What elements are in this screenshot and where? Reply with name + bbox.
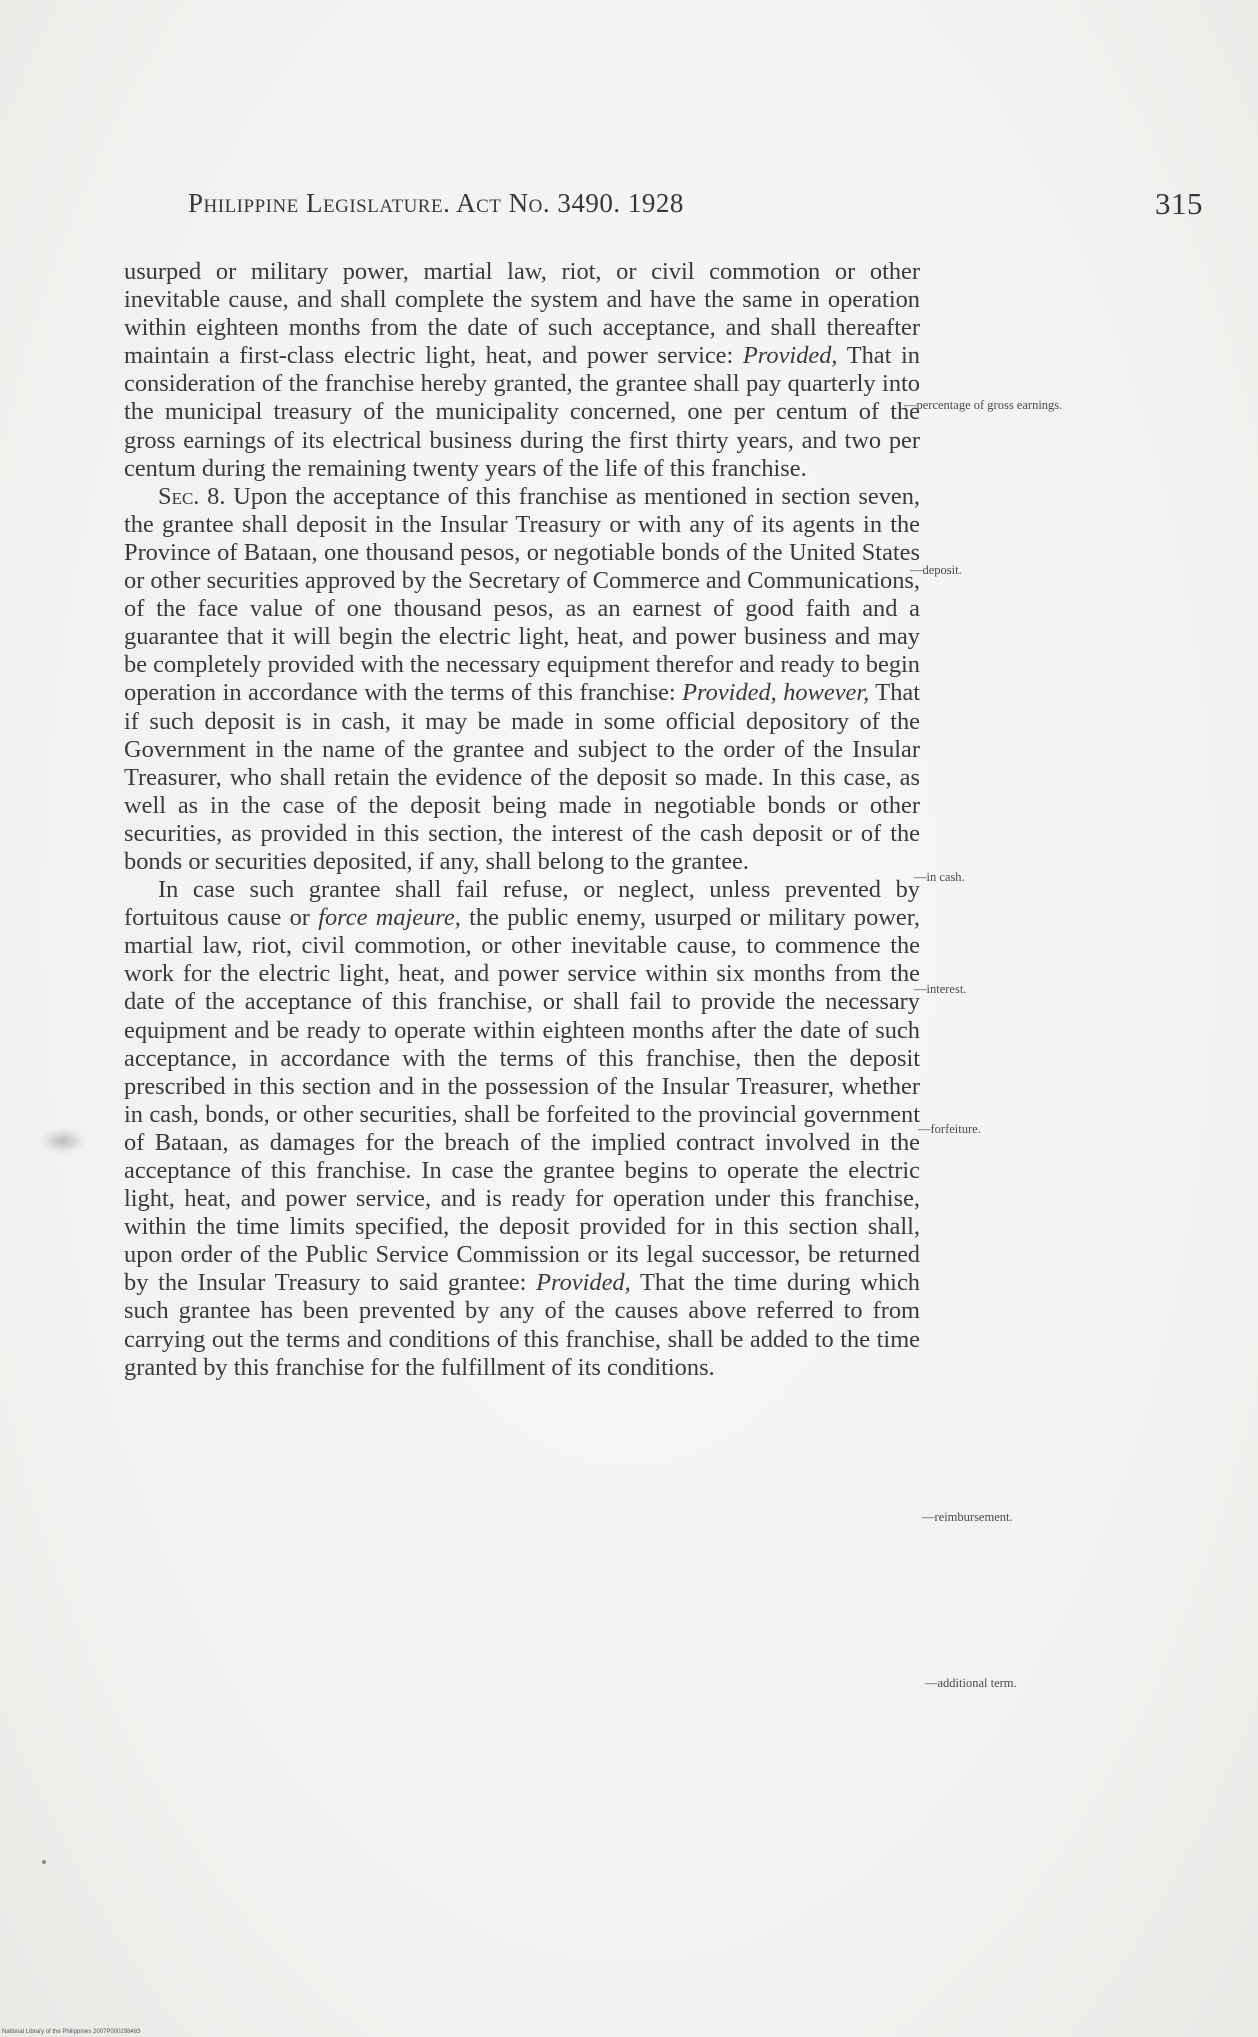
italic-text: Provided,: [536, 1269, 631, 1297]
italic-text: force majeure,: [318, 904, 461, 932]
paragraph-text: Upon the acceptance of this franchise as mentioned in section seven, the grantee shall deposit in the Insular Treasury or with any of its agents in the Province of Bataan, one thousand pesos, or negotiable bonds of the United States or other securities approved by the Secretary of Commerce and Communications, of the face value of one thousand pesos, as an earnest of good faith and a guarantee that it will begin the electric light, heat, and power business and may be completely provided with the necessary equipment therefor and ready to begin operation in accordance with the terms of this franchise:: [124, 482, 920, 707]
body-text: [124, 258, 920, 1382]
header-title: Philippine Legislature. Act No. 3490. 1928: [188, 188, 684, 218]
margin-note-interest: —interest.: [914, 982, 967, 996]
paragraph-text: That the time during which such grantee has been prevented by any of the causes above referred to from carrying out the terms and conditions of this franchise, shall be added to the time granted by this franchise for the fulfillment of its conditions.: [124, 1269, 920, 1381]
paragraph-text: usurped or military power, martial law, riot, or civil commotion or other inevitable cause, and shall complete the system and have the same in operation within eighteen months from the date of such acceptance, and shall thereafter maintain a first-class electric light, heat, and power service:: [124, 258, 920, 370]
paragraph-text: That if such deposit is in cash, it may be made in some official depository of the Government in the name of the grantee and subject to the order of the Insular Treasurer, who shall retain the evidence of the deposit so made. In this case, as well as in the case of the deposit being made in negotiable bonds or other securities, as provided in this section, the interest of the cash deposit or of the bonds or securities deposited, if any, shall belong to the grantee.: [124, 679, 921, 875]
italic-text: Provided, however,: [682, 679, 870, 707]
italic-text: Provided,: [742, 342, 838, 370]
paragraph-text: That in consideration of the franchise hereby granted, the grantee shall pay quarterly into the municipal treasury of the municipality concerned, one per centum of the gross earnings of its electrical business during the first thirty years, and two per centum during the remaining twenty years of the life of this franchise.: [124, 342, 920, 482]
section-label: Sec. 8.: [158, 482, 226, 510]
paragraph: [124, 483, 920, 876]
margin-note-gross-earnings: —percentage of gross earnings.: [904, 398, 1063, 412]
ink-smudge: [40, 1128, 86, 1154]
margin-note-additional-term: —additional term.: [925, 1676, 1017, 1690]
ink-dot: [42, 1860, 46, 1864]
paragraph-text: In case such grantee shall fail refuse, or neglect, unless prevented by fortuitous cause or: [124, 876, 920, 932]
paragraph: [124, 876, 920, 1382]
margin-note-deposit: —deposit.: [910, 563, 962, 577]
margin-note-reimbursement: —reimbursement.: [922, 1510, 1013, 1524]
paragraph: [124, 258, 920, 483]
scan-footer: National Library of the Philippines 2007P000298483: [2, 2029, 141, 2035]
margin-note-forfeiture: —forfeiture.: [918, 1122, 981, 1136]
paragraph-text: the public enemy, usurped or military power, martial law, riot, civil commotion, or other inevitable cause, to commence the work for the electric light, heat, and power service within six months from the date of the acceptance of this franchise, or shall fail to provide the necessary equipment and be ready to operate within eighteen months after the date of such acceptance, in accordance with the terms of this franchise, then the deposit prescribed in this section and in the possession of the Insular Treasurer, whether in cash, bonds, or other securities, shall be forfeited to the provincial government of Bataan, as damages for the breach of the implied contract involved in the acceptance of this franchise. In case the grantee begins to operate the electric light, heat, and power service, and is ready for operation under this franchise, within the time limits specified, the deposit provided for in this section shall, upon order of the Public Service Commission or its legal successor, be returned by the Insular Treasury to said grantee:: [124, 904, 920, 1297]
page-number: 315: [1155, 186, 1203, 221]
margin-note-in-cash: —in cash.: [914, 870, 965, 884]
running-header: [188, 188, 1203, 228]
